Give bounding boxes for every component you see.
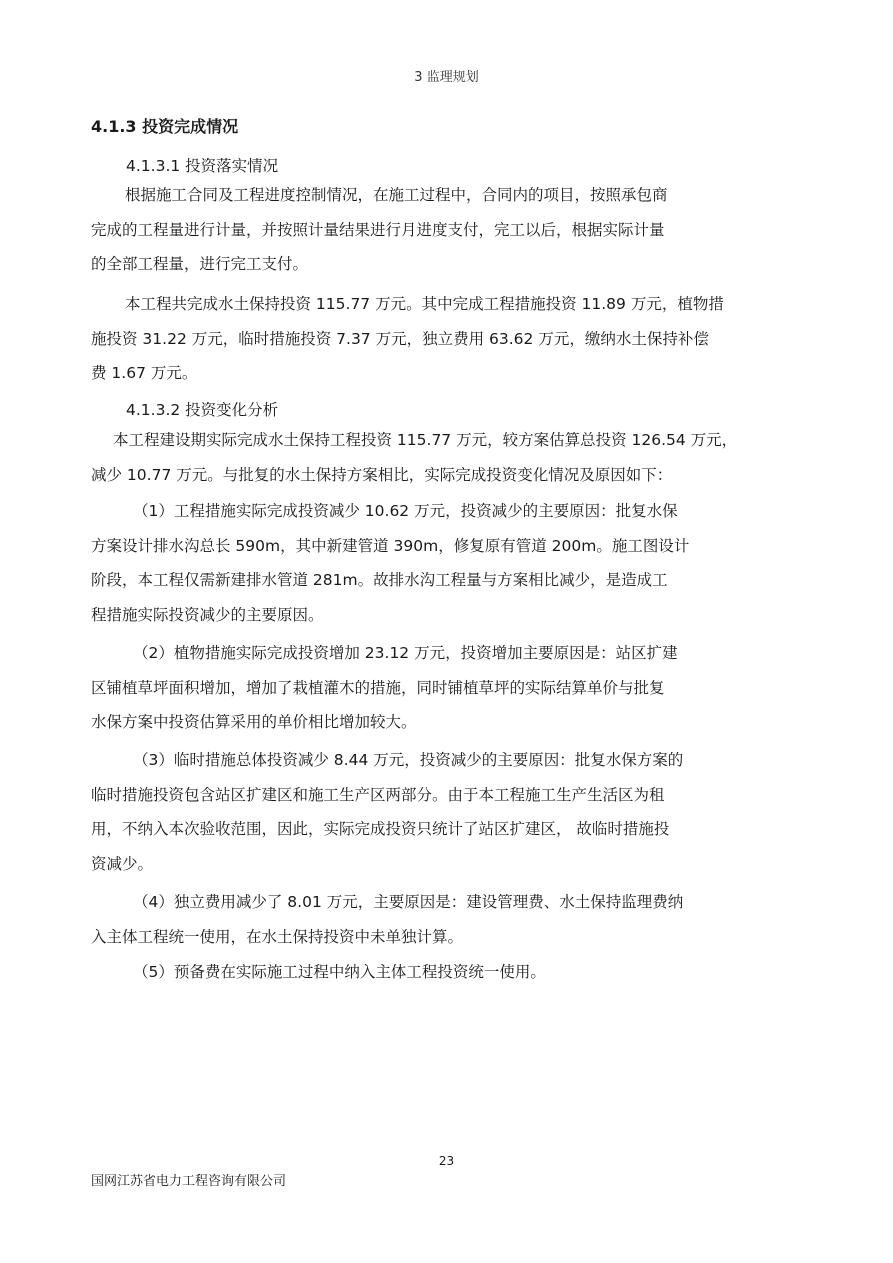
- paragraph-investment-summary: [91, 287, 804, 391]
- text-line: 本工程建设期实际完成水土保持工程投资 115.77 万元，较方案估算总投资 126.54 万元，: [113, 431, 738, 449]
- text-line: （4）独立费用减少了 8.01 万元，主要原因是：建设管理费、水土保持监理费纳: [133, 893, 684, 911]
- item-independent-costs: [91, 885, 761, 954]
- company-footer: 国网江苏省电力工程咨询有限公司: [91, 1174, 287, 1189]
- text-line: （1）工程措施实际完成投资减少 10.62 万元，投资减少的主要原因：批复水保: [133, 502, 678, 520]
- section-heading: 4.1.3 投资完成情况: [91, 117, 239, 136]
- running-header: 3 监理规划: [414, 70, 479, 85]
- item-plant-measures: [91, 636, 761, 740]
- text-line: 根据施工合同及工程进度控制情况，在施工过程中，合同内的项目，按照承包商: [125, 186, 668, 204]
- text-line: 区铺植草坪面积增加，增加了栽植灌木的措施，同时铺植草坪的实际结算单价与批复: [91, 678, 665, 697]
- text-line: 本工程共完成水土保持投资 115.77 万元。其中完成工程措施投资 11.89 万元，植物措: [125, 295, 724, 313]
- text-line: （2）植物措施实际完成投资增加 23.12 万元，投资增加主要原因是：站区扩建: [133, 644, 678, 662]
- text-line: 阶段，本工程仅需新建排水管道 281m。故排水沟工程量与方案相比减少，是造成工: [91, 571, 668, 589]
- text-line: （3）临时措施总体投资减少 8.44 万元，投资减少的主要原因：批复水保方案的: [133, 751, 684, 769]
- subsection-title-1: 4.1.3.1 投资落实情况: [126, 157, 279, 175]
- item-temporary-measures: [91, 743, 771, 881]
- text-line: 完成的工程量进行计量，并按照计量结果进行月进度支付，完工以后，根据实际计量: [91, 220, 665, 239]
- text-line: 用，不纳入本次验收范围，因此，实际完成投资只统计了站区扩建区， 故临时措施投: [91, 820, 670, 838]
- text-line: 施投资 31.22 万元，临时措施投资 7.37 万元，独立费用 63.62 万元，缴纳水土保持补偿: [91, 329, 709, 348]
- text-line: 费 1.67 万元。: [91, 364, 198, 382]
- text-line: 方案设计排水沟总长 590m，其中新建管道 390m，修复原有管道 200m。施工图设计: [91, 536, 690, 555]
- text-line: 临时措施投资包含站区扩建区和施工生产区两部分。由于本工程施工生产生活区为租: [91, 785, 665, 804]
- text-line: 入主体工程统一使用，在水土保持投资中未单独计算。: [91, 927, 464, 946]
- page-number: 23: [438, 1154, 455, 1168]
- text-line: 资减少。: [91, 854, 154, 873]
- paragraph-change-intro: [91, 423, 804, 492]
- subsection-title-2: 4.1.3.2 投资变化分析: [126, 401, 279, 419]
- text-line: 程措施实际投资减少的主要原因。: [91, 605, 324, 624]
- item-reserve-funds: [91, 955, 804, 990]
- text-line: （5）预备费在实际施工过程中纳入主体工程投资统一使用。: [133, 963, 546, 981]
- text-line: 减少 10.77 万元。与批复的水土保持方案相比，实际完成投资变化情况及原因如下：: [91, 465, 673, 484]
- text-line: 水保方案中投资估算采用的单价相比增加较大。: [91, 713, 417, 731]
- paragraph-investment-implementation: [91, 178, 761, 282]
- item-engineering-measures: [91, 494, 761, 632]
- text-line: 的全部工程量，进行完工支付。: [91, 255, 309, 273]
